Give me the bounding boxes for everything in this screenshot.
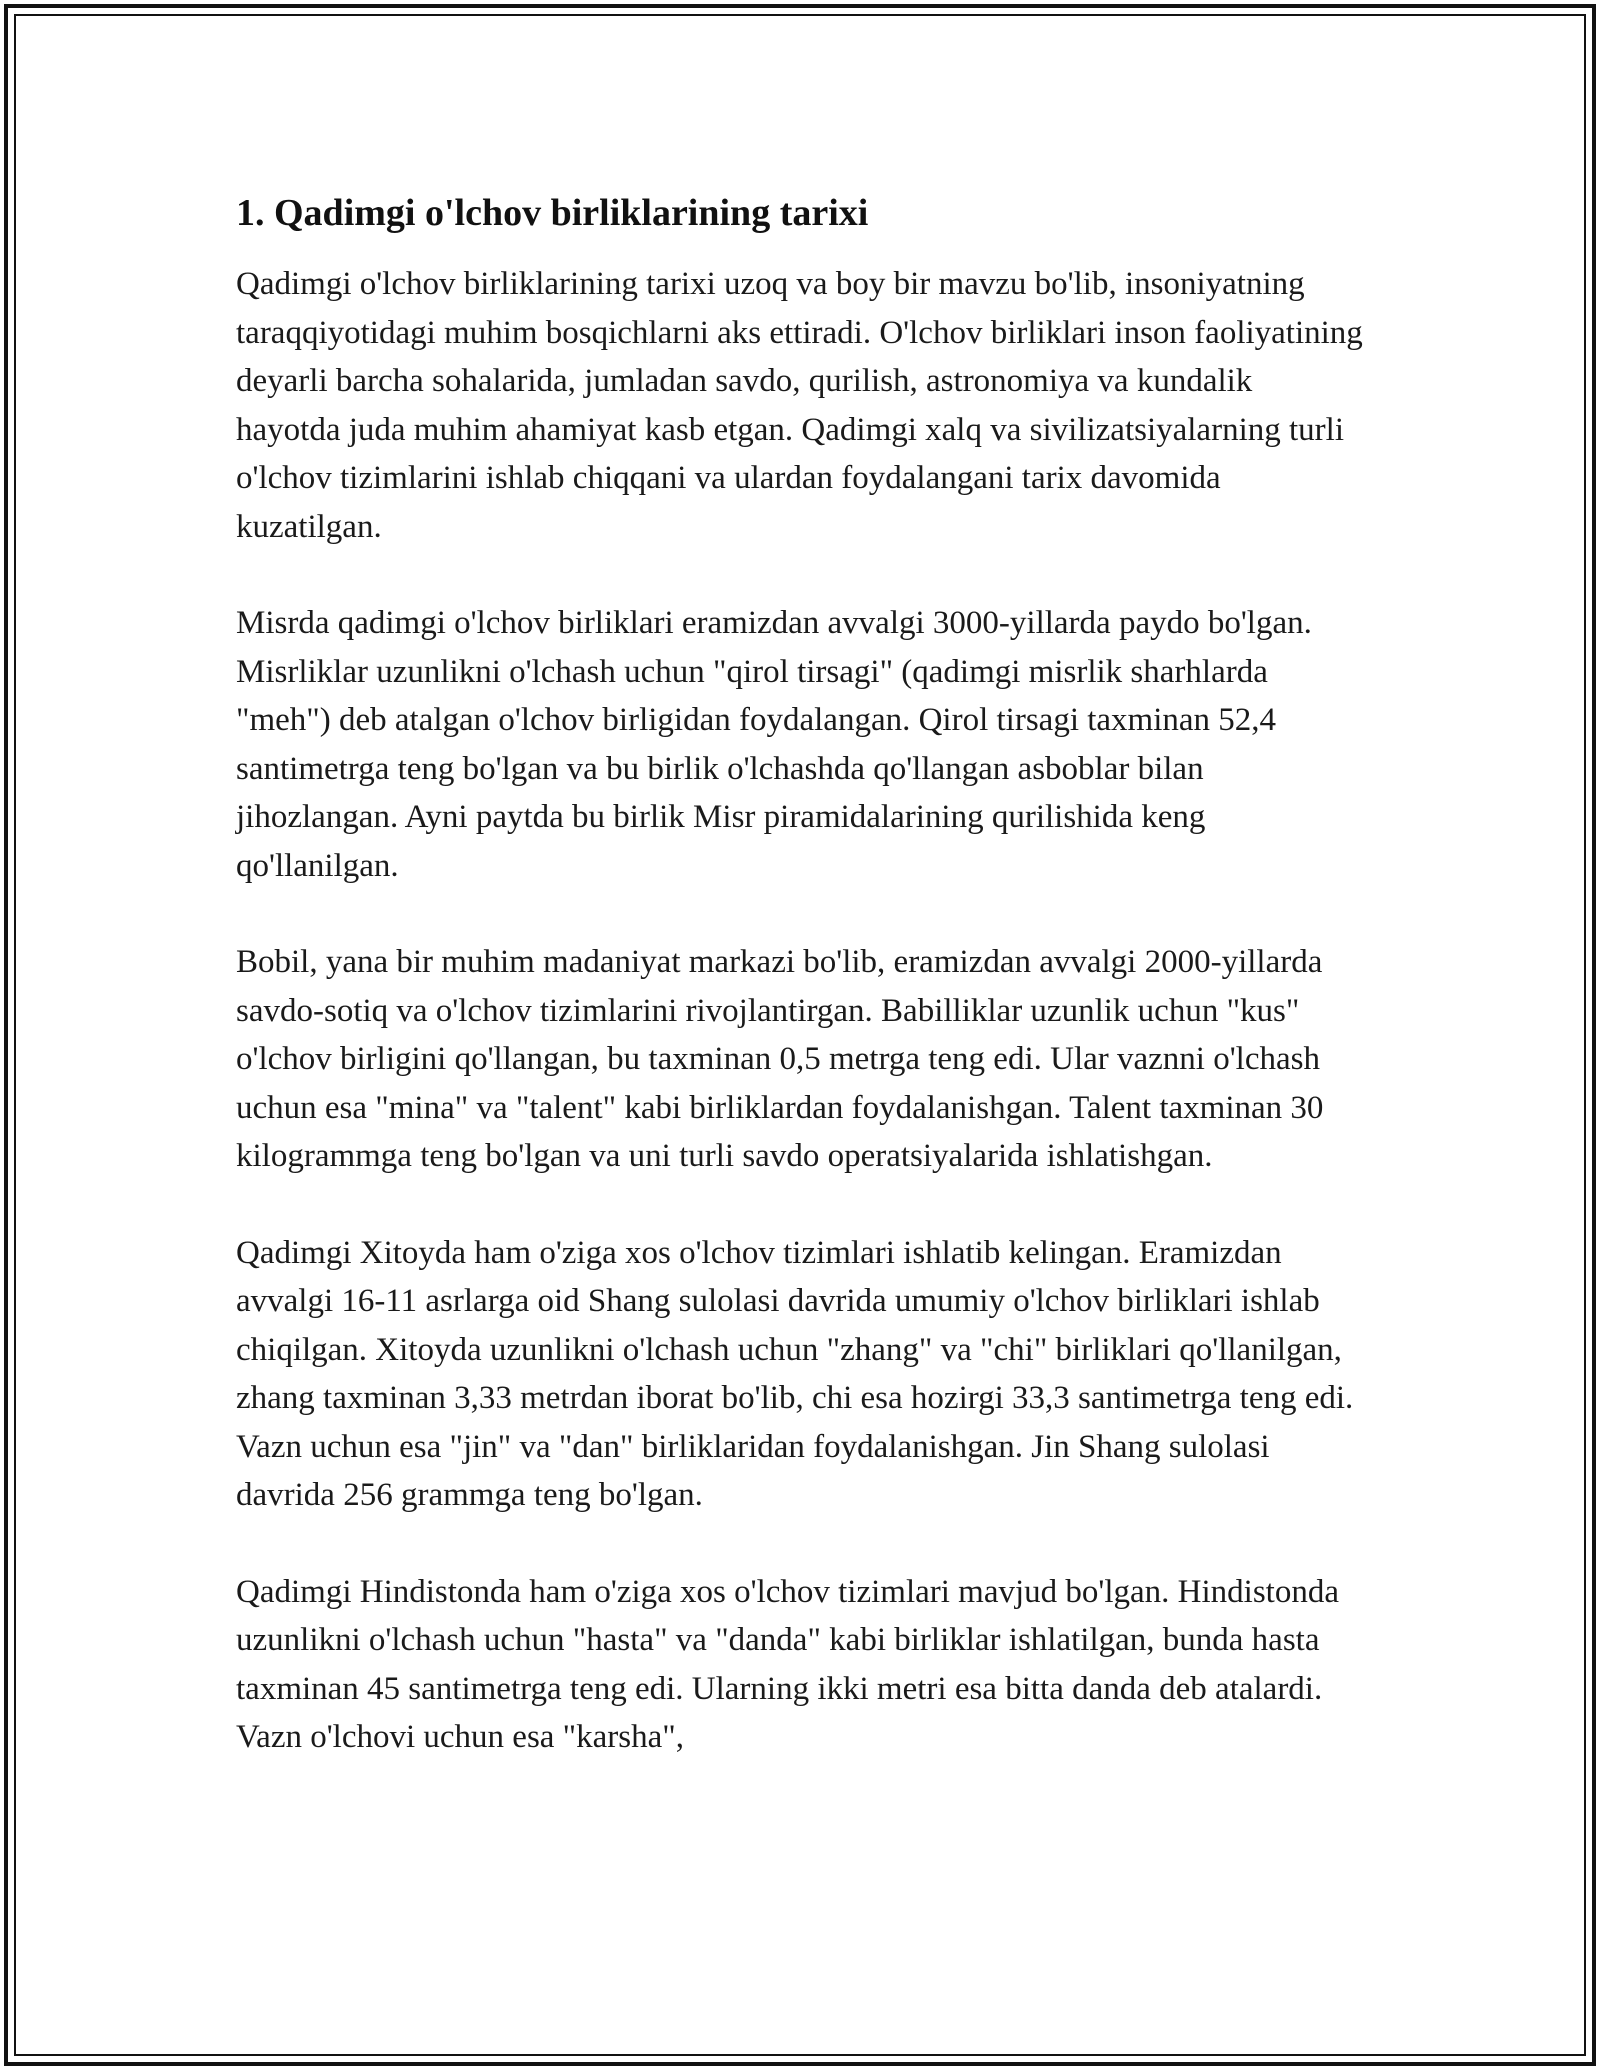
paragraph-egypt: Misrda qadimgi o'lchov birliklari eramizdan avvalgi 3000-yillarda paydo bo'lgan. Misrliklar uzunlikni o'lchash uchun "qirol tirsagi" (qadimgi misrlik sharhlarda "meh") deb atalgan o'lchov birligidan foydalangan. Qirol tirsagi taxminan 52,4 santimetrga teng bo'lgan va bu birlik o'lchashda qo'llangan asboblar bilan jihozlangan. Ayni paytda bu birlik Misr piramidalarining qurilishida keng qo'llanilgan. (236, 605, 1312, 884)
document-page (236, 188, 1364, 1810)
section-heading: 1. Qadimgi o'lchov birliklarining tarixi (236, 192, 869, 234)
paragraph-india: Qadimgi Hindistonda ham o'ziga xos o'lchov tizimlari mavjud bo'lgan. Hindistonda uzunlikni o'lchash uchun "hasta" va "danda" kabi birliklar ishlatilgan, bunda hasta taxminan 45 santimetrga teng edi. Ularning ikki metri esa bitta danda deb atalardi. Vazn o'lchovi uchun esa "karsha", (236, 1573, 1340, 1755)
paragraph-china: Qadimgi Xitoyda ham o'ziga xos o'lchov tizimlari ishlatib kelingan. Eramizdan avvalgi 16-11 asrlarga oid Shang sulolasi davrida umumiy o'lchov birliklari ishlab chiqilgan. Xitoyda uzunlikni o'lchash uchun "zhang" va "chi" birliklari qo'llanilgan, zhang taxminan 3,33 metrdan iborat bo'lib, chi esa hozirgi 33,3 santimetrga teng edi. Vazn uchun esa "jin" va "dan" birliklaridan foydalanishgan. Jin Shang sulolasi davrida 256 grammga teng bo'lgan. (236, 1234, 1354, 1513)
paragraph-babylon: Bobil, yana bir muhim madaniyat markazi bo'lib, eramizdan avvalgi 2000-yillarda savdo-sotiq va o'lchov tizimlarini rivojlantirgan. Babilliklar uzunlik uchun "kus" o'lchov birligini qo'llangan, bu taxminan 0,5 metrga teng edi. Ular vaznni o'lchash uchun esa "mina" va "talent" kabi birliklardan foydalanishgan. Talent taxminan 30 kilogrammga teng bo'lgan va uni turli savdo operatsiyalarida ishlatishgan. (236, 944, 1324, 1174)
paragraph-introduction: Qadimgi o'lchov birliklarining tarixi uzoq va boy bir mavzu bo'lib, insoniyatning taraqqiyotidagi muhim bosqichlarni aks ettiradi. O'lchov birliklari inson faoliyatining deyarli barcha sohalarida, jumladan savdo, qurilish, astronomiya va kundalik hayotda juda muhim ahamiyat kasb etgan. Qadimgi xalq va sivilizatsiyalarning turli o'lchov tizimlarini ishlab chiqqani va ulardan foydalangani tarix davomida kuzatilgan. (236, 266, 1363, 545)
